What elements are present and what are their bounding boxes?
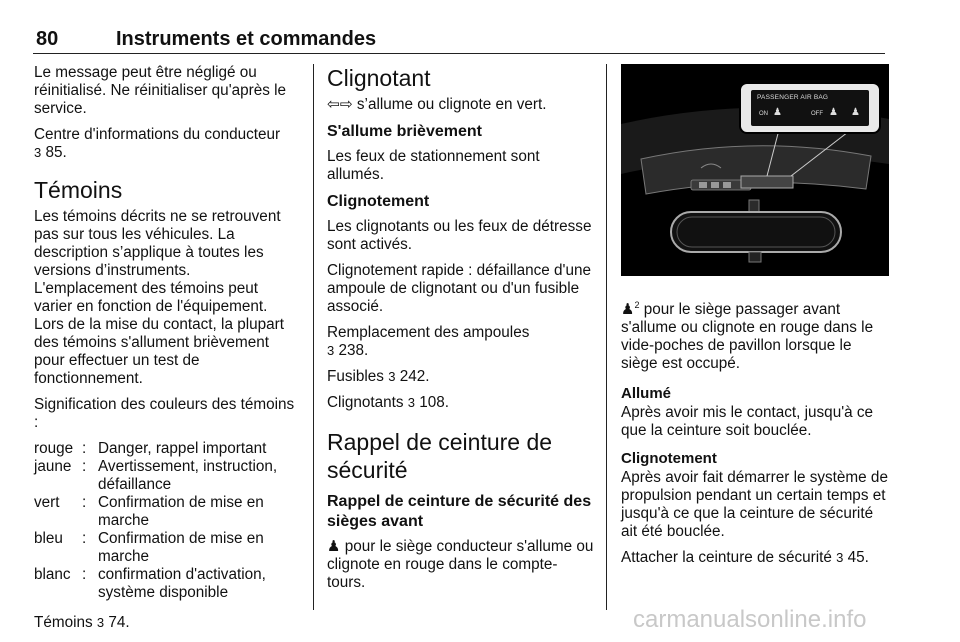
airbag-on-label: ON xyxy=(759,111,768,117)
subsection-title: Clignotement xyxy=(621,450,717,468)
airbag-callout xyxy=(739,82,881,134)
paragraph: Après avoir mis le contact, jusqu'à ce que la ceinture soit bouclée. xyxy=(621,404,874,440)
separator: : xyxy=(82,458,87,475)
page-number: 80 xyxy=(36,28,59,50)
page-header xyxy=(30,28,930,54)
separator: : xyxy=(82,494,87,511)
color-description: confirmation d'activation, système disponible xyxy=(98,566,266,601)
header-rule xyxy=(33,53,885,54)
seatbelt-icon: ♟ xyxy=(327,538,341,555)
paragraph: Après avoir fait démarrer le système de propulsion pendant un certain temps et jusqu'à ce que la ceinture de sécurité ait été bouclée. xyxy=(621,469,888,541)
paragraph xyxy=(34,126,296,162)
page-reference[interactable]: 238. xyxy=(338,342,369,359)
paragraph xyxy=(621,549,889,567)
reference-arrow-icon: 3 xyxy=(327,343,335,358)
paragraph: Les clignotants ou les feux de détresse sont activés. xyxy=(327,218,592,253)
page-reference[interactable]: 242. xyxy=(399,368,430,385)
paragraph-text: pour le siège passager avant s'allume ou clignote en rouge dans le vide-poches de pavillon lorsque le siège est occupé. xyxy=(621,301,874,373)
turn-signal-icon: ⇦⇨ xyxy=(327,96,353,113)
separator: : xyxy=(82,530,87,547)
paragraph xyxy=(327,324,595,360)
paragraph: Signification des couleurs des témoins : xyxy=(34,396,295,431)
subsection-title: Clignotement xyxy=(327,193,430,210)
airbag-off-icon: ♟ xyxy=(829,107,838,118)
section-title: Rappel de ceinture de sécurité xyxy=(327,429,553,483)
color-description: Confirmation de mise en marche xyxy=(98,494,264,529)
reference-arrow-icon: 3 xyxy=(96,615,105,630)
watermark: carmanualsonline.info xyxy=(633,606,867,633)
paragraph xyxy=(327,538,595,592)
subsection-title: Allumé xyxy=(621,385,672,403)
table-row xyxy=(34,440,296,458)
table-row xyxy=(34,458,296,494)
color-table xyxy=(34,440,296,602)
paragraph-text: Témoins xyxy=(34,614,93,631)
table-row xyxy=(34,494,296,530)
paragraph xyxy=(34,614,296,632)
paragraph-text: s’allume ou clignote en vert. xyxy=(356,96,547,113)
callout-title: PASSENGER AIR BAG xyxy=(757,94,829,101)
column-divider xyxy=(606,64,607,610)
passenger-seatbelt-icon: ♟ xyxy=(851,107,860,118)
subsection-title: S'allume brièvement xyxy=(327,123,482,140)
subsection-title: Rappel de ceinture de sécurité des sièges avant xyxy=(327,493,592,530)
page-reference[interactable]: 108. xyxy=(419,394,450,411)
separator: : xyxy=(82,440,87,457)
paragraph: Les témoins décrits ne se retrouvent pas sur tous les véhicules. La description s’applique à toutes les versions d’instruments. L'emplacement des témoins peut varier en fonction de l'équipement. Lors de la mise du contact, la plupart des témoins s'allument brièvement pour effectuer un test de fonctionnement. xyxy=(34,208,284,387)
color-name: vert xyxy=(34,494,60,511)
paragraph-text: Attacher la ceinture de sécurité xyxy=(621,549,832,567)
paragraph xyxy=(327,394,595,412)
paragraph xyxy=(327,368,595,386)
page-reference[interactable]: 45. xyxy=(847,549,869,567)
table-row xyxy=(34,530,296,566)
table-row xyxy=(34,566,296,602)
reference-arrow-icon: 3 xyxy=(836,550,844,566)
color-name: bleu xyxy=(34,530,63,547)
section-title: Clignotant xyxy=(327,65,431,91)
color-description: Danger, rappel important xyxy=(98,440,267,457)
reference-arrow-icon: 3 xyxy=(388,369,396,384)
airbag-indicator-figure xyxy=(621,64,889,276)
section-title: Témoins xyxy=(34,177,123,203)
color-name: rouge xyxy=(34,440,74,457)
reference-arrow-icon: 3 xyxy=(34,145,42,160)
running-title: Instruments et commandes xyxy=(116,28,377,50)
column-2 xyxy=(327,64,595,600)
color-description: Confirmation de mise en marche xyxy=(98,530,264,565)
airbag-indicator-panel xyxy=(751,90,869,126)
column-divider xyxy=(313,64,314,610)
seat-icon-suffix: 2 xyxy=(634,300,640,310)
paragraph: Clignotement rapide : défaillance d'une ampoule de clignotant ou d'un fusible associé. xyxy=(327,262,591,315)
page-reference[interactable]: 85. xyxy=(45,144,67,161)
airbag-on-icon: ♟ xyxy=(773,107,782,118)
color-name: blanc xyxy=(34,566,71,583)
paragraph xyxy=(327,96,595,114)
paragraph: Le message peut être négligé ou réinitialisé. Ne réinitialiser qu'après le service. xyxy=(34,64,287,117)
paragraph-text: Centre d'informations du conducteur xyxy=(34,126,281,143)
paragraph-text: pour le siège conducteur s'allume ou clignote en rouge dans le compte-tours. xyxy=(327,538,594,591)
column-1 xyxy=(34,64,296,640)
paragraph: Les feux de stationnement sont allumés. xyxy=(327,148,540,183)
reference-arrow-icon: 3 xyxy=(407,395,416,410)
paragraph-text: Fusibles xyxy=(327,368,384,385)
column-3 xyxy=(621,64,889,575)
separator: : xyxy=(82,566,87,583)
passenger-seatbelt-icon: ♟ xyxy=(621,301,635,319)
paragraph-text: Remplacement des ampoules xyxy=(327,324,530,341)
color-description: Avertissement, instruction, défaillance xyxy=(98,458,278,493)
paragraph xyxy=(621,296,889,373)
paragraph-text: Clignotants xyxy=(327,394,404,411)
page-reference[interactable]: 74. xyxy=(108,614,130,631)
airbag-off-label: OFF xyxy=(811,111,823,117)
color-name: jaune xyxy=(34,458,72,475)
